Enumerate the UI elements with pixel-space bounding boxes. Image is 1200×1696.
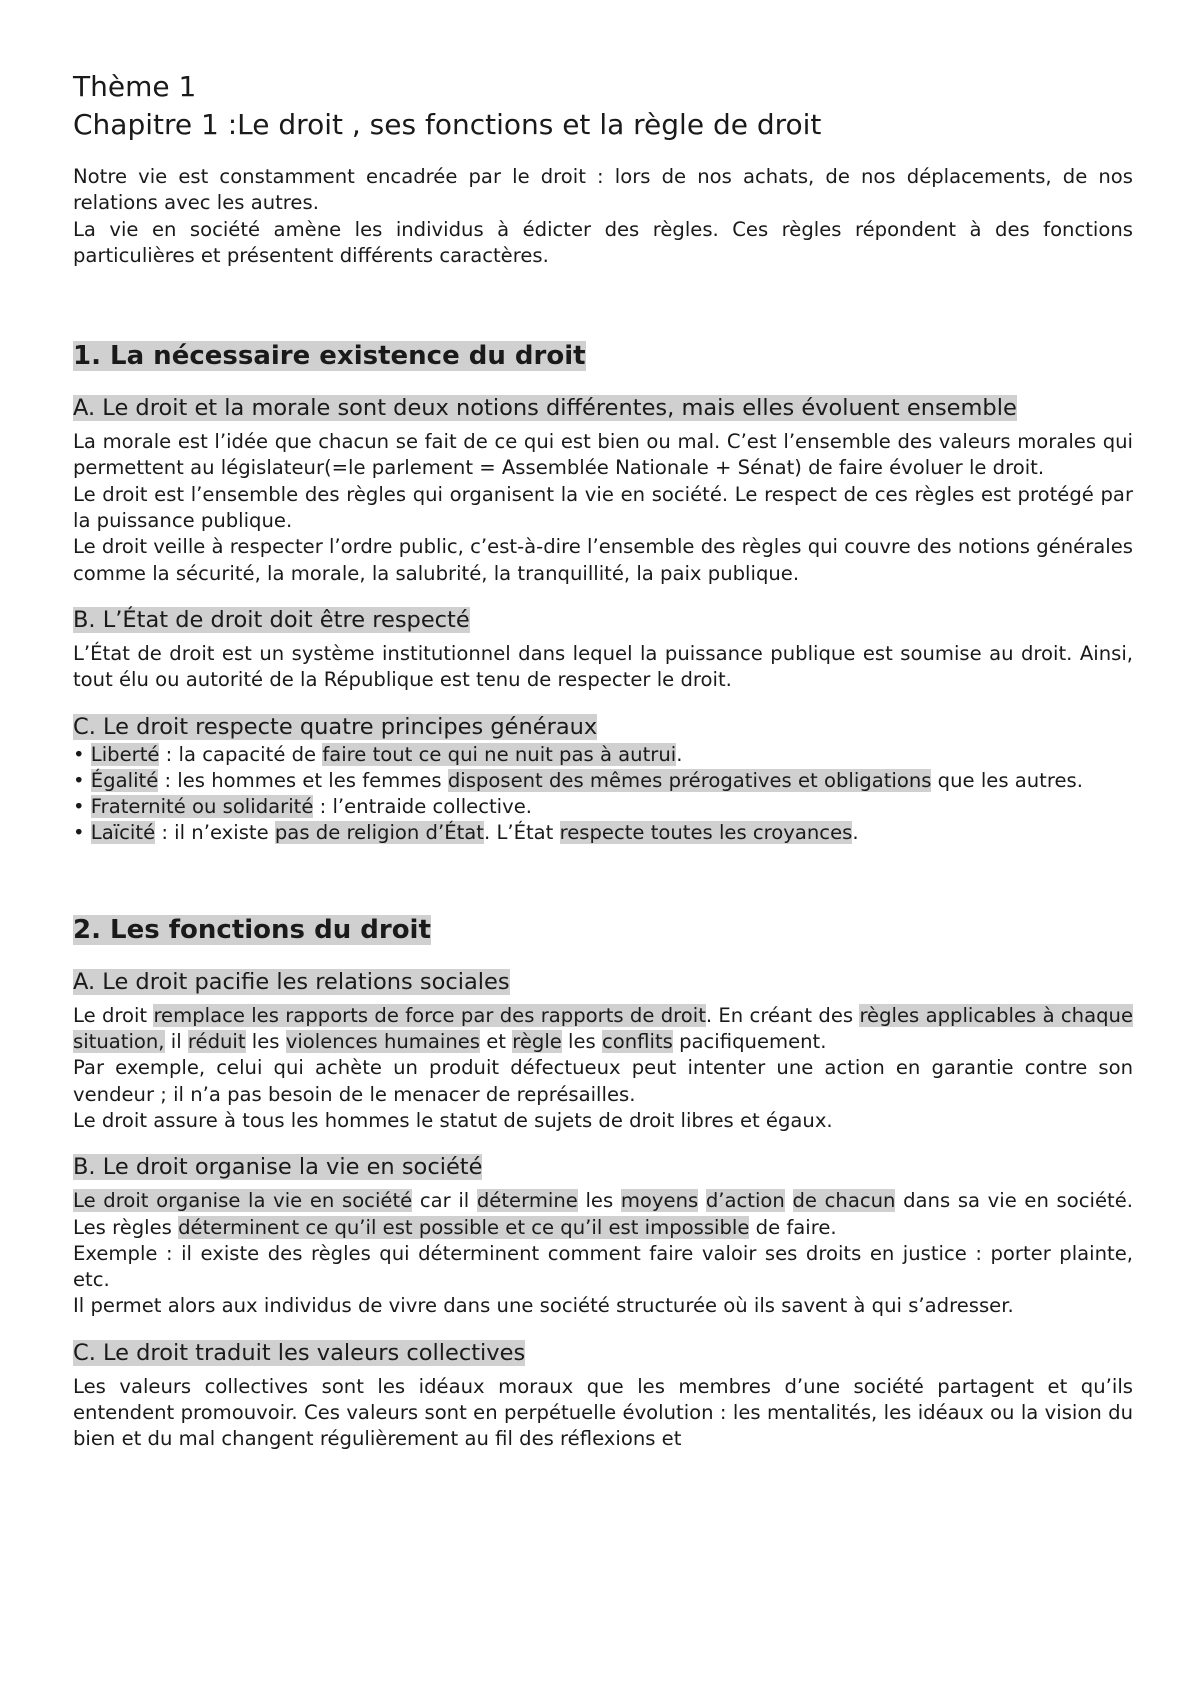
highlight: conflits xyxy=(602,1030,673,1054)
principle-text: : l’entraide collective. xyxy=(313,795,532,819)
principle-term: Liberté xyxy=(90,742,160,766)
principle-term: Laïcité xyxy=(90,821,156,845)
section-heading xyxy=(73,339,1133,373)
principles-list xyxy=(73,742,1133,847)
principle-text: . xyxy=(676,742,683,766)
principle-text: . xyxy=(852,821,859,845)
text-run xyxy=(785,1189,793,1212)
highlight: d’action xyxy=(705,1189,785,1213)
text-run: les xyxy=(245,1030,286,1054)
highlight: moyens xyxy=(620,1189,699,1213)
text-run: et xyxy=(480,1030,513,1054)
highlight: remplace les rapports de force par des rapports de droit xyxy=(153,1003,706,1027)
section-2c-body xyxy=(73,1374,1133,1453)
text-run: Le droit xyxy=(73,1003,154,1027)
highlight: violences humaines xyxy=(285,1030,480,1054)
text-run: les xyxy=(577,1189,621,1213)
subsection-heading xyxy=(73,712,1133,742)
principle-term: Égalité xyxy=(90,768,159,792)
text-run: car il xyxy=(412,1189,477,1213)
highlight: de chacun xyxy=(792,1189,896,1213)
principle-text: : il n’existe xyxy=(155,821,275,845)
subsection-heading xyxy=(73,967,1133,997)
section-2b-body xyxy=(73,1188,1133,1319)
principle-text: : la capacité de xyxy=(159,742,323,766)
paragraph: Les valeurs collectives sont les idéaux moraux que les membres d’une société partagent et qu’ils entendent promouvoir. Ces valeurs sont en perpétuelle évolution : les mentalités, les idéaux ou la vision du bien et du mal changent régulièrement au fil des réflexions et xyxy=(73,1374,1133,1451)
paragraph: Par exemple, celui qui achète un produit défectueux peut intenter une action en garantie contre son vendeur ; il n’a pas besoin de le menacer de représailles. xyxy=(73,1056,1133,1106)
section-1a-heading: A. Le droit et la morale sont deux notions différentes, mais elles évoluent ensemble xyxy=(73,395,1017,422)
list-item xyxy=(73,768,1133,794)
paragraph: Le droit est l’ensemble des règles qui organisent la vie en société. Le respect de ces règles est protégé par la puissance publique. xyxy=(73,482,1133,533)
text-run: pacifiquement. xyxy=(672,1030,827,1054)
principle-highlight: respecte toutes les croyances xyxy=(559,821,853,845)
paragraph: La morale est l’idée que chacun se fait de ce qui est bien ou mal. C’est l’ensemble des valeurs morales qui permettent au législateur(=le parlement = Assemblée Nationale + Sénat) de faire évoluer le droit. xyxy=(73,430,1133,480)
principle-text: . L’État xyxy=(483,821,560,845)
principle-term: Fraternité ou solidarité xyxy=(90,795,314,819)
document-page xyxy=(73,68,1133,1453)
text-run: dans sa vie en société. Les règles xyxy=(73,1189,1133,1239)
paragraph: Exemple : il existe des règles qui déterminent comment faire valoir ses droits en justice : porter plainte, etc. xyxy=(73,1241,1133,1292)
highlight: règles applicables à chaque situation, xyxy=(73,1003,1134,1054)
section-2a-body xyxy=(73,1003,1133,1134)
text-run: il xyxy=(164,1030,188,1054)
highlight: réduit xyxy=(187,1030,246,1054)
highlight: règle xyxy=(512,1030,562,1054)
highlight: déterminent ce qu’il est possible et ce qu’il est impossible xyxy=(178,1215,750,1239)
section-1a-body xyxy=(73,429,1133,587)
section-1b-heading: B. L’État de droit doit être respecté xyxy=(73,606,470,633)
chapter-title: Chapitre 1 :Le droit , ses fonctions et la règle de droit xyxy=(73,108,822,141)
text-run: de faire. xyxy=(749,1215,837,1239)
principle-text: : les hommes et les femmes xyxy=(158,768,448,792)
principle-text: que les autres. xyxy=(931,768,1083,792)
list-item xyxy=(73,820,1133,846)
theme-title: Thème 1 xyxy=(73,70,197,103)
highlight: détermine xyxy=(476,1189,578,1213)
principle-highlight: disposent des mêmes prérogatives et obligations xyxy=(447,768,932,792)
section-2a-heading: A. Le droit pacifie les relations sociales xyxy=(73,968,510,995)
list-item xyxy=(73,742,1133,768)
section-2b-heading: B. Le droit organise la vie en société xyxy=(73,1154,483,1181)
section-2-heading: 2. Les fonctions du droit xyxy=(73,914,431,945)
section-1c-heading: C. Le droit respecte quatre principes généraux xyxy=(73,713,598,740)
principle-highlight: pas de religion d’État xyxy=(274,821,484,845)
list-item xyxy=(73,794,1133,820)
section-2c-heading: C. Le droit traduit les valeurs collectives xyxy=(73,1339,526,1366)
bullet-icon: • xyxy=(73,742,85,766)
bullet-icon: • xyxy=(73,821,85,845)
highlight: Le droit organise la vie en société xyxy=(73,1189,413,1213)
section-1-heading: 1. La nécessaire existence du droit xyxy=(73,341,586,372)
intro-paragraph: Notre vie est constamment encadrée par le droit : lors de nos achats, de nos déplacements, de nos relations avec les autres. xyxy=(73,165,1133,215)
text-run xyxy=(698,1189,706,1212)
subsection-heading xyxy=(73,393,1080,423)
text-run: . En créant des xyxy=(705,1003,860,1027)
text-run: les xyxy=(561,1030,602,1054)
paragraph: L’État de droit est un système institutionnel dans lequel la puissance publique est soumise au droit. Ainsi, tout élu ou autorité de la République est tenu de respecter le droit. xyxy=(73,641,1133,692)
paragraph xyxy=(73,1188,1133,1241)
intro xyxy=(73,164,1133,269)
section-1b-body xyxy=(73,641,1133,694)
bullet-icon: • xyxy=(73,795,85,819)
principle-highlight: faire tout ce qui ne nuit pas à autrui xyxy=(322,742,677,766)
bullet-icon: • xyxy=(73,768,85,792)
paragraph: Le droit veille à respecter l’ordre public, c’est-à-dire l’ensemble des règles qui couvre des notions générales comme la sécurité, la morale, la salubrité, la tranquillité, la paix publique. xyxy=(73,535,1133,585)
intro-paragraph: La vie en société amène les individus à édicter des règles. Ces règles répondent à des fonctions particulières et présentent différents caractères. xyxy=(73,217,1133,267)
paragraph: Il permet alors aux individus de vivre dans une société structurée où ils savent à qui s’adresser. xyxy=(73,1294,1014,1318)
subsection-heading xyxy=(73,605,1133,635)
subsection-heading xyxy=(73,1152,1133,1182)
paragraph xyxy=(73,1003,1133,1056)
subsection-heading xyxy=(73,1338,1133,1368)
section-heading xyxy=(73,913,1133,947)
paragraph: Le droit assure à tous les hommes le statut de sujets de droit libres et égaux. xyxy=(73,1108,833,1132)
